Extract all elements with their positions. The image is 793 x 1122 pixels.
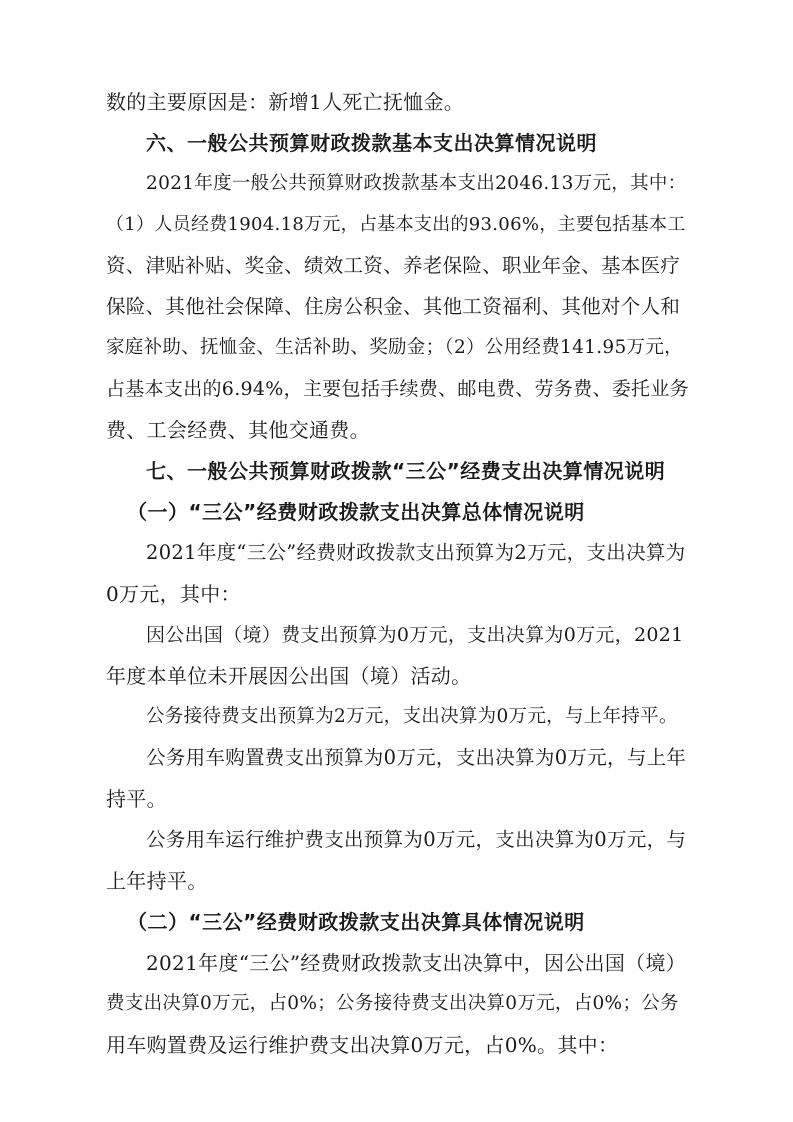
paragraph-line: 保险、其他社会保障、住房公积金、其他工资福利、其他对个人和: [106, 295, 681, 318]
paragraph-line: 2021年度“三公”经费财政拨款支出预算为2万元，支出决算为: [146, 541, 686, 564]
paragraph-line: 公务用车购置费支出预算为0万元，支出决算为0万元，与上年: [146, 746, 687, 769]
paragraph-line: 占基本支出的6.94%，主要包括手续费、邮电费、劳务费、委托业务: [106, 378, 689, 400]
paragraph-line: （1）人员经费1904.18万元，占基本支出的93.06%，主要包括基本工: [106, 214, 686, 235]
paragraph-line: 费、工会经费、其他交通费。: [106, 418, 370, 442]
section-heading-6: 六、一般公共预算财政拨款基本支出决算情况说明: [146, 131, 597, 155]
subsection-heading-2: （二）“三公”经费财政拨款支出决算具体情况说明: [127, 910, 585, 934]
paragraph-line: 2021年度“三公”经费财政拨款支出决算中，因公出国（境）: [146, 951, 687, 975]
paragraph-line: 上年持平。: [106, 869, 208, 893]
paragraph-line: 资、津贴补贴、奖金、绩效工资、养老保险、职业年金、基本医疗: [106, 254, 681, 277]
subsection-heading-1: （一）“三公”经费财政拨款支出决算总体情况说明: [127, 500, 585, 524]
paragraph-line: 0万元，其中：: [106, 582, 241, 606]
paragraph-line: 持平。: [106, 787, 167, 811]
paragraph-line: 公务接待费支出预算为2万元，支出决算为0万元，与上年持平。: [146, 706, 678, 727]
paragraph-line: 用车购置费及运行维护费支出决算0万元，占0%。其中：: [106, 1033, 619, 1057]
paragraph-line: 年度本单位未开展因公出国（境）活动。: [106, 664, 472, 688]
section-heading-7: 七、一般公共预算财政拨款“三公”经费支出决算情况说明: [146, 459, 666, 483]
paragraph-line: 2021年度一般公共预算财政拨款基本支出2046.13万元，其中：: [146, 173, 687, 194]
paragraph-line: 公务用车运行维护费支出预算为0万元，支出决算为0万元，与: [146, 828, 687, 851]
paragraph-line: 因公出国（境）费支出预算为0万元，支出决算为0万元，2021: [146, 624, 684, 646]
paragraph-line: 数的主要原因是：新增1人死亡抚恤金。: [106, 90, 465, 114]
paragraph-line: 家庭补助、抚恤金、生活补助、奖励金；（2）公用经费141.95万元，: [106, 337, 683, 358]
paragraph-line: 费支出决算0万元，占0%；公务接待费支出决算0万元，占0%；公务: [106, 993, 679, 1014]
